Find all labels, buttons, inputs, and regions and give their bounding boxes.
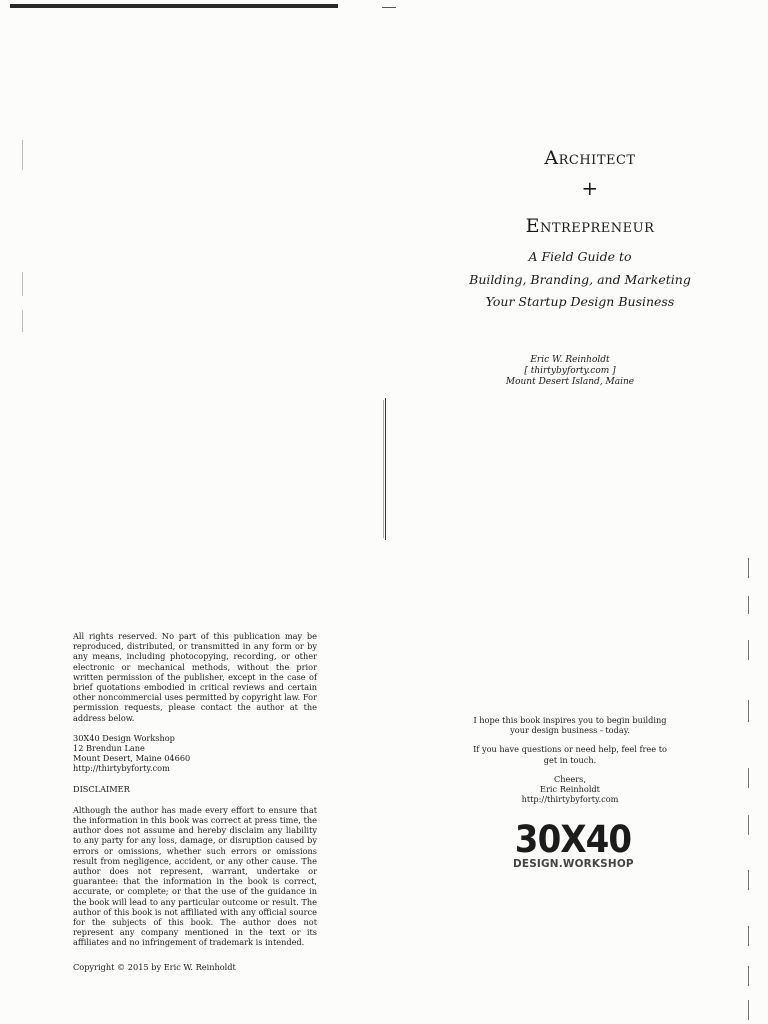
author-name: Eric W. Reinholdt (530, 355, 610, 365)
note-paragraph: I hope this book inspires you to begin building your design business - today. (473, 715, 667, 736)
scan-edge-mark (22, 272, 23, 296)
scan-top-edge (10, 4, 338, 8)
book-title (480, 143, 700, 241)
scan-edge-mark (748, 700, 749, 722)
note-signoff: Cheers, (554, 773, 586, 784)
copyright-page-text (73, 631, 317, 958)
copyright-notice: Copyright © 2015 by Eric W. Reinholdt (73, 962, 236, 972)
author-location: Mount Desert Island, Maine (505, 377, 635, 387)
scan-edge-mark (748, 966, 749, 986)
logo-sub-text: DESIGN.WORKSHOP (513, 857, 634, 870)
30x40-logo (510, 818, 634, 870)
scan-edge-mark (748, 640, 749, 660)
book-subtitle (455, 246, 705, 314)
scan-edge-mark (748, 596, 749, 614)
scan-edge-mark (748, 768, 749, 788)
disclaimer-paragraph: Although the author has made every effort to ensure that the information in this book was correct at press time, the author does not assume and hereby disclaim any liability to any party for any loss, damage, or disruption caused by errors or omissions, whether such errors or omissions result from negligence, accident, or any other cause. The author does not represent, warrant, undertake or guarantee: that the information in the book is correct, accurate, or complete; or that the use of the guidance in the book will lead to any particular outcome or result. The author of this book is not affiliated with any official source for the subjects of this book. The author does not represent any company mentioned in the text or its affiliates and no infringement of trademark is intended. (73, 804, 317, 948)
title-architect (480, 143, 700, 173)
scan-edge-mark (22, 310, 23, 332)
address-city: Mount Desert, Maine 04660 (73, 753, 191, 764)
title-entrepreneur (480, 211, 700, 241)
note-name: Eric Reinholdt (540, 784, 600, 795)
note-signature (470, 774, 670, 805)
title-entrepreneur-text: Entrepreneur (525, 215, 655, 237)
note-paragraph: If you have questions or need help, feel free to get in touch. (473, 744, 667, 765)
address-url: http://thirtybyforty.com (73, 763, 170, 774)
address-name: 30X40 Design Workshop (73, 732, 175, 743)
scan-edge-mark (748, 1000, 749, 1020)
disclaimer-heading: DISCLAIMER (73, 783, 130, 794)
title-architect-text: Architect (544, 147, 636, 169)
scan-tick-mark (382, 7, 396, 8)
page-fold-line (385, 398, 386, 540)
title-plus: + (581, 176, 599, 200)
author-info (490, 355, 650, 388)
author-note (470, 715, 670, 813)
scan-edge-mark (748, 870, 749, 890)
rights-paragraph: All rights reserved. No part of this publication may be reproduced, distributed, or transmitted in any form or by any means, including photocopying, recording, or other electronic or mechanical methods, without the prior written permission of the publisher, except in the case of brief quotations embodied in critical reviews and certain other noncommercial uses permitted by copyright law. For permission requests, please contact the author at the address below. (73, 631, 317, 723)
scan-edge-mark (748, 815, 749, 835)
publisher-address (73, 733, 317, 774)
scan-edge-mark (748, 926, 749, 946)
subtitle-line: Building, Branding, and Marketing (469, 271, 691, 287)
address-street: 12 Brendun Lane (73, 743, 145, 754)
author-website: [ thirtybyforty.com ] (524, 366, 616, 376)
logo-main-text: 30X40 (514, 818, 632, 861)
subtitle-line: A Field Guide to (528, 249, 632, 264)
subtitle-line: Your Startup Design Business (485, 294, 675, 309)
scan-edge-mark (22, 140, 23, 170)
scan-edge-mark (748, 558, 749, 578)
note-url: http://thirtybyforty.com (521, 794, 619, 805)
page-fold-shadow (383, 400, 384, 538)
